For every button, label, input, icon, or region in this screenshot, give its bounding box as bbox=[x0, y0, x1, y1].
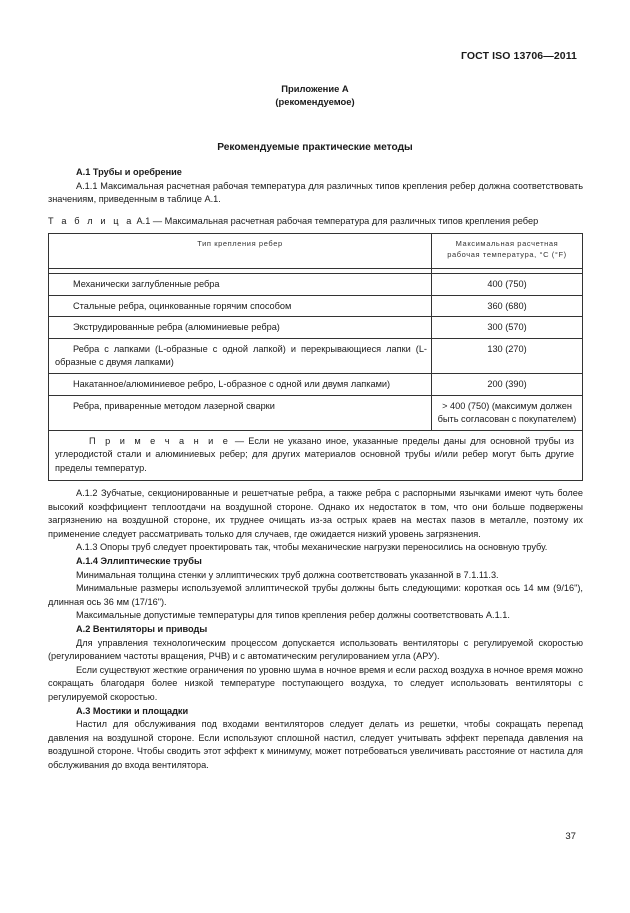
table-caption-label: Т а б л и ц а bbox=[48, 216, 134, 226]
annex-subtitle: (рекомендуемое) bbox=[275, 96, 355, 107]
temperature-table bbox=[48, 233, 583, 481]
temperature-cell: 400 (750) bbox=[432, 274, 583, 296]
paragraph-a1-1: А.1.1 Максимальная расчетная рабочая температура для различных типов крепления ребер должна соответствовать значениям, приведенным в таблице А.1. bbox=[48, 180, 583, 205]
heading-a3: А.3 Мостики и площадки bbox=[76, 705, 189, 716]
fin-type-cell: Ребра с лапками (L-образные с одной лапкой) и перекрывающиеся лапки (L-образные с двумя лапками) bbox=[49, 338, 432, 373]
column-header-type: Тип крепления ребер bbox=[49, 234, 432, 269]
heading-a1-4: А.1.4 Эллиптические трубы bbox=[76, 555, 202, 566]
table-row bbox=[49, 338, 583, 373]
fin-type-cell: Механически заглубленные ребра bbox=[49, 274, 432, 296]
fin-type-cell: Ребра, приваренные методом лазерной сварки bbox=[49, 395, 432, 430]
table-row bbox=[49, 395, 583, 430]
paragraph-a2-2: Если существуют жесткие ограничения по уровню шума в ночное время и если расход воздуха в ночное время можно сокращать благодаря более низкой температуре поступающего воздуха, то следует использовать вентиляторы с регулируемой скоростью. bbox=[48, 664, 584, 702]
heading-a1: А.1 Трубы и оребрение bbox=[76, 167, 182, 177]
paragraph-a1-4-3: Максимальные допустимые температуры для типов крепления ребер должны соответствовать А.1.1. bbox=[76, 610, 510, 621]
column-header-temperature-line2: рабочая температура, °С (°F) bbox=[447, 250, 567, 259]
temperature-cell: 360 (680) bbox=[432, 295, 583, 317]
document-code: ГОСТ ISO 13706—2011 bbox=[460, 50, 577, 62]
temperature-cell: 130 (270) bbox=[432, 338, 583, 373]
paragraph-a1-4-1: Минимальная толщина стенки у эллиптических труб должна соответствовать указанной в 7.1.11.3. bbox=[76, 569, 499, 580]
table-caption bbox=[48, 215, 588, 229]
paragraph-a2-1: Для управления технологическим процессом допускается использовать вентиляторы с регулируемой скоростью (регулированием частоты вращения, РЧВ) и с автоматическим регулированием угла (АРУ). bbox=[48, 637, 583, 662]
temperature-cell: 200 (390) bbox=[432, 373, 583, 395]
table-row bbox=[49, 295, 583, 317]
table-note bbox=[49, 430, 583, 480]
temperature-cell: > 400 (750) (максимум должен быть согласован с покупателем) bbox=[432, 395, 583, 430]
temperature-cell: 300 (570) bbox=[432, 317, 583, 339]
paragraph-a1-4-2: Минимальные размеры используемой эллиптической трубы должны быть следующими: короткая ось 14 мм (9/16"), длинная ось 36 мм (17/16"). bbox=[48, 583, 583, 607]
fin-type-cell: Стальные ребра, оцинкованные горячим способом bbox=[49, 295, 432, 317]
table-note-text: — Если не указано иное, указанные пределы даны для основной трубы из углеродистой стали и алюминиевых ребер; для других материалов основной трубы и/или ребер могут быть другие пределы температур. bbox=[55, 435, 575, 473]
annex-title: Приложение А bbox=[281, 83, 349, 94]
paragraph-a3-1: Настил для обслуживания под входами вентиляторов следует делать из решетки, чтобы сокращать перепад давления на воздушной стороне. Если используют сплошной настил, следует учитывать эффект перепада давления на воздушной стороне. Чтобы сводить этот эффект к минимуму, может потребоваться увеличивать расстояние от настила для обслуживания до входа вентилятора. bbox=[48, 719, 583, 770]
table-note-label: П р и м е ч а н и е bbox=[89, 435, 231, 446]
fin-type-cell: Накатанное/алюминиевое ребро, L-образное с одной или двумя лапками) bbox=[49, 373, 432, 395]
column-header-temperature-line1: Максимальная расчетная bbox=[455, 239, 559, 248]
table-row bbox=[49, 274, 583, 296]
page-number: 37 bbox=[565, 831, 576, 842]
body-text bbox=[48, 487, 583, 772]
table-caption-text: А.1 — Максимальная расчетная рабочая температура для различных типов крепления ребер bbox=[133, 216, 539, 226]
section-a1 bbox=[48, 166, 583, 207]
section-title: Рекомендуемые практические методы bbox=[217, 142, 413, 153]
table-header-row bbox=[49, 234, 583, 269]
table-row bbox=[49, 317, 583, 339]
paragraph-a1-2: А.1.2 Зубчатые, секционированные и решетчатые ребра, а также ребра с распорными язычками имеют чуть более высокий коэффициент теплоотдачи на воздушной стороне. Однако их недостаток в том, что они больше подвержены загрязнению на воздушной стороне, их труднее очищать из-за острых краев на местах пазов в металле, поэтому их применение следует рассматривать только для случаев, где ожидается низкий уровень загрязнения. bbox=[48, 488, 583, 539]
fin-type-cell: Экструдированные ребра (алюминиевые ребра) bbox=[49, 317, 432, 339]
column-header-temperature bbox=[432, 234, 583, 269]
table-row bbox=[49, 373, 583, 395]
paragraph-a1-3: А.1.3 Опоры труб следует проектировать так, чтобы механические нагрузки переносились на основную трубу. bbox=[76, 542, 548, 553]
heading-a2: А.2 Вентиляторы и приводы bbox=[76, 623, 208, 634]
table-note-row bbox=[49, 430, 583, 480]
